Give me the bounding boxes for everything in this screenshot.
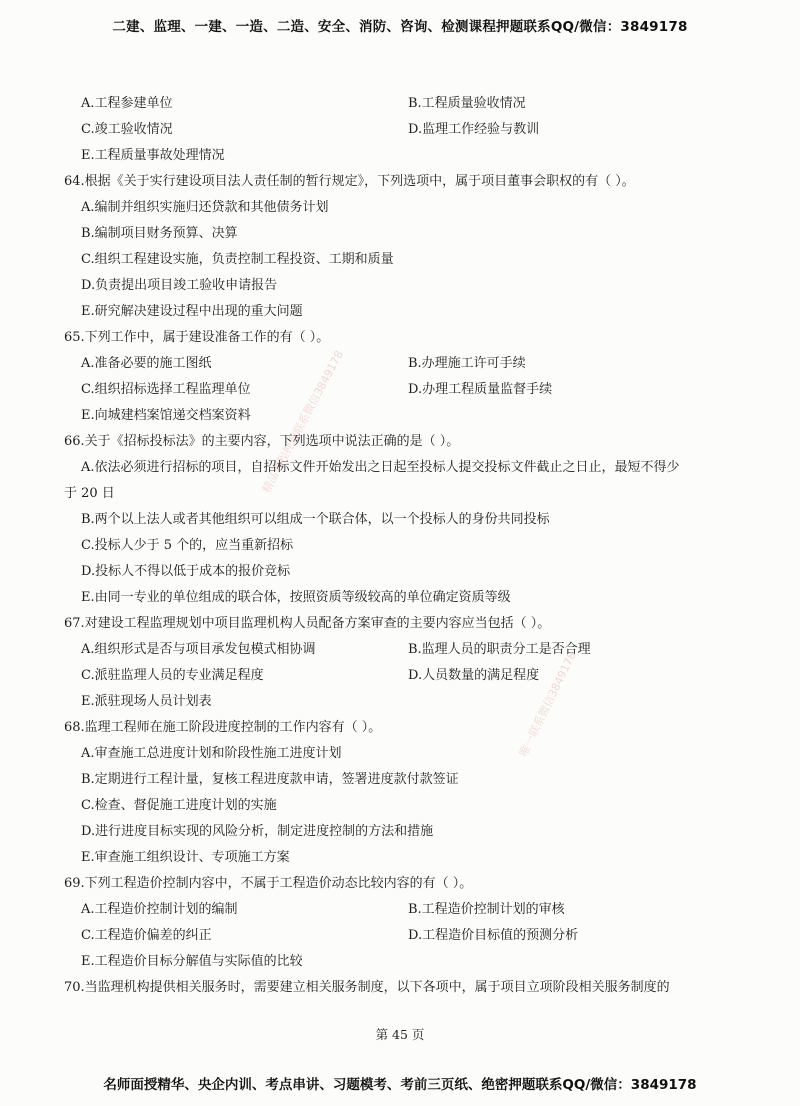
option-row [64,117,740,143]
question-text: 65.下列工作中，属于建设准备工作的有（ ）。 [64,330,330,345]
page-number: 第 45 页 [375,1027,425,1042]
option-row [64,923,740,949]
option-row [64,637,740,663]
option-text: B.办理施工许可手续 [408,356,526,371]
option-text: A.工程参建单位 [81,96,173,111]
option-text: A.组织形式是否与项目承发包模式相协调 [81,642,316,657]
question-text: 68.监理工程师在施工阶段进度控制的工作内容有（ ）。 [64,720,382,735]
option-row [64,897,740,923]
question-text: 64.根据《关于实行建设项目法人责任制的暂行规定》，下列选项中，属于项目董事会职权的有（ ）。 [64,174,635,189]
option-text: E.工程造价目标分解值与实际值的比较 [81,954,303,969]
option-text: C.组织招标选择工程监理单位 [81,382,251,397]
option-text: C.投标人少于 5 个的，应当重新招标 [81,538,294,553]
option-text: E.派驻现场人员计划表 [81,694,212,709]
option-text: B.编制项目财务预算、决算 [81,226,238,241]
option-text: B.工程质量验收情况 [408,96,526,111]
question-text: 70.当监理机构提供相关服务时，需要建立相关服务制度，以下各项中，属于项目立项阶段相关服务制度的 [64,980,670,995]
option-text: D.办理工程质量监督手续 [408,382,553,397]
option-text: A.工程造价控制计划的编制 [81,902,238,917]
option-row [64,663,740,689]
option-text: E.审查施工组织设计、专项施工方案 [81,850,290,865]
option-text: E.研究解决建设过程中出现的重大问题 [81,304,303,319]
option-text: A.准备必要的施工图纸 [81,356,212,371]
option-text: A.审查施工总进度计划和阶段性施工进度计划 [81,746,342,761]
option-text: D.工程造价目标值的预测分析 [408,928,579,943]
option-row [64,91,740,117]
option-text: C.派驻监理人员的专业满足程度 [81,668,264,683]
question-list [64,91,740,1001]
watermark-1: 精品课程押题联系微信3849178 [259,348,346,496]
page-footer-banner: 名师面授精华、央企内训、考点串讲、习题模考、考前三页纸、绝密押题联系QQ/微信：3849178 [103,1077,697,1093]
option-text: D.进行进度目标实现的风险分析，制定进度控制的方法和措施 [81,824,434,839]
option-text: C.工程造价偏差的纠正 [81,928,212,943]
option-text: A.依法必须进行招标的项目，自招标文件开始发出之日起至投标人提交投标文件截止之日止，最短不得少 [81,460,680,475]
option-text: C.竣工验收情况 [81,122,173,137]
option-text: E.工程质量事故处理情况 [81,148,225,163]
option-text: B.定期进行工程计量，复核工程进度款申请，签署进度款付款签证 [81,772,459,787]
option-text: C.检查、督促施工进度计划的实施 [81,798,277,813]
option-text: B.工程造价控制计划的审核 [408,902,565,917]
option-text: D.监理工作经验与教训 [408,122,540,137]
question-text: 于 20 日 [64,486,115,501]
option-row [64,377,740,403]
option-text: D.负责提出项目竣工验收申请报告 [81,278,278,293]
option-text: E.向城建档案馆递交档案资料 [81,408,251,423]
page-header-banner: 二建、监理、一建、一造、二造、安全、消防、咨询、检测课程押题联系QQ/微信：3849178 [112,19,688,35]
option-text: D.投标人不得以低于成本的报价竞标 [81,564,291,579]
question-text: 69.下列工程造价控制内容中，不属于工程造价动态比较内容的有（ ）。 [64,876,473,891]
option-text: B.监理人员的职责分工是否合理 [408,642,591,657]
question-text: 67.对建设工程监理规划中项目监理机构人员配备方案审查的主要内容应当包括（ ）。 [64,616,551,631]
option-text: C.组织工程建设实施，负责控制工程投资、工期和质量 [81,252,394,267]
option-row [64,351,740,377]
question-text: 66.关于《招标投标法》的主要内容，下列选项中说法正确的是（ ）。 [64,434,460,449]
option-text: E.由同一专业的单位组成的联合体，按照资质等级较高的单位确定资质等级 [81,590,511,605]
option-text: A.编制并组织实施归还贷款和其他债务计划 [81,200,329,215]
option-text: B.两个以上法人或者其他组织可以组成一个联合体，以一个投标人的身份共同投标 [81,512,550,527]
watermark-2: 唯一联系微信3849178 [516,649,579,759]
option-text: D.人员数量的满足程度 [408,668,540,683]
